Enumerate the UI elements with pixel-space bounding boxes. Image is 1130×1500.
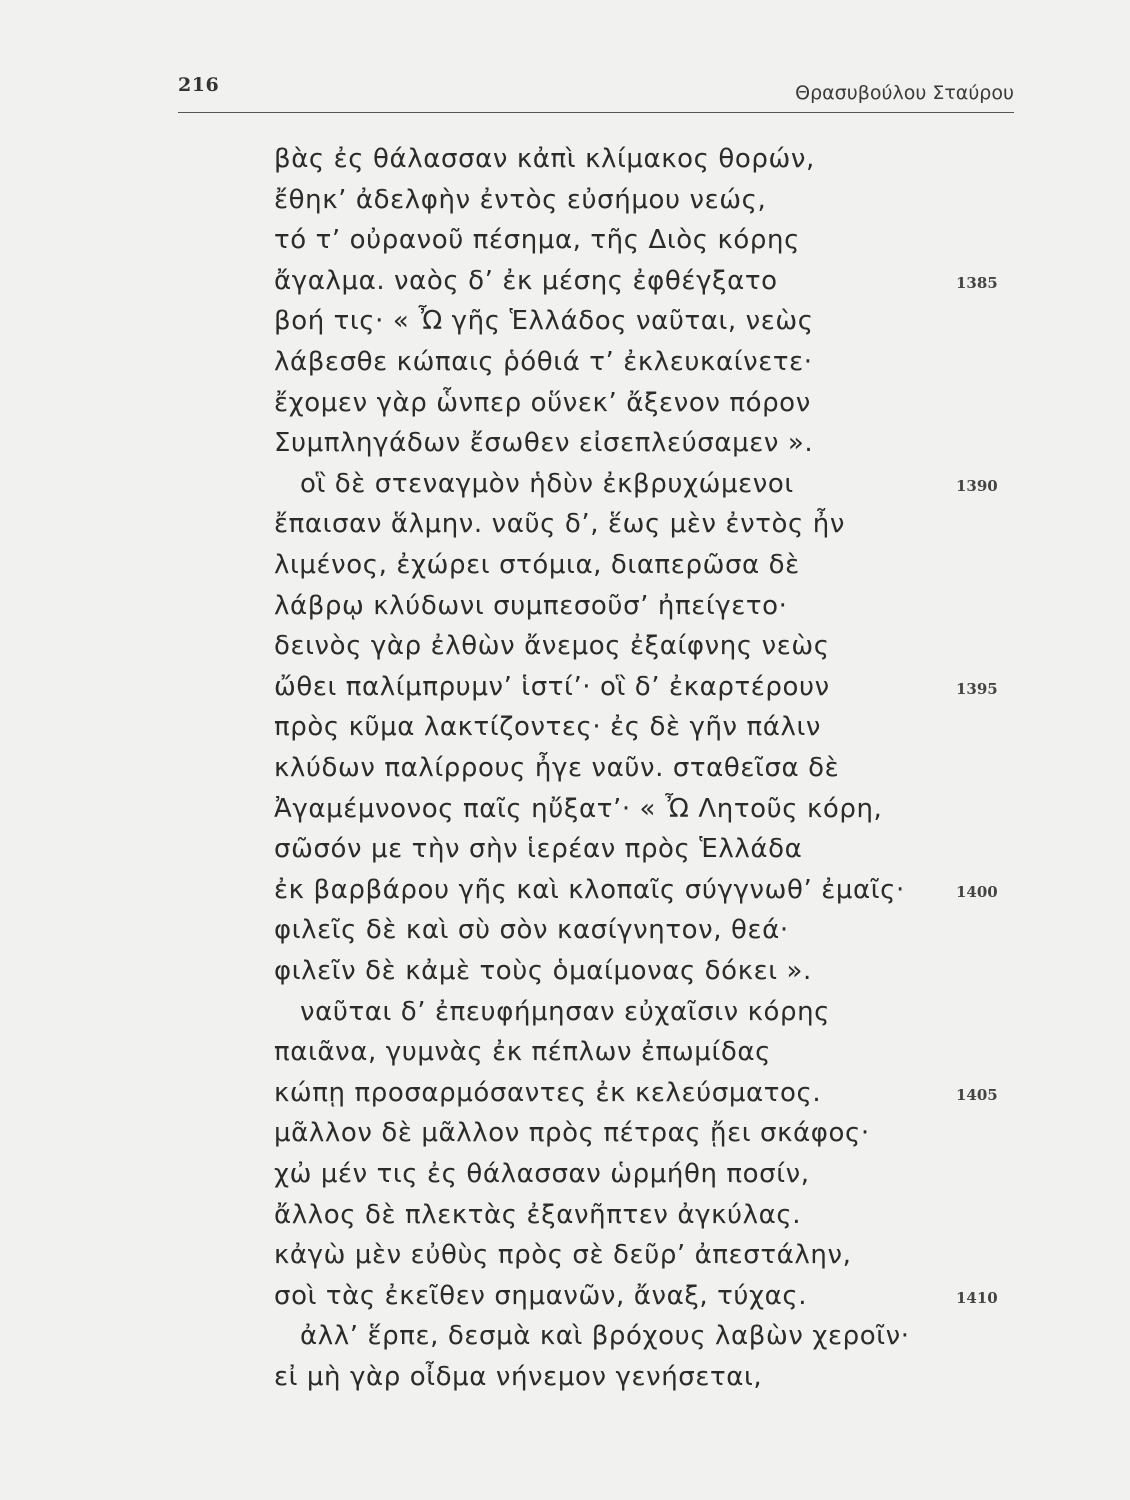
verse-text: εἰ μὴ γὰρ οἶδμα νήνεμον γενήσεται, [274, 1362, 763, 1392]
verse-text: βοή τις· « Ὦ γῆς Ἑλλάδος ναῦται, νεὼς [274, 306, 814, 337]
verse-text: πρὸς κῦμα λακτίζοντες· ἐς δὲ γῆν πάλιν [274, 712, 822, 743]
verse-line [0, 507, 1130, 551]
verse-text: Συμπληγάδων ἔσωθεν εἰσεπλεύσαμεν ». [274, 428, 814, 459]
verse-line [0, 345, 1130, 389]
verse-line [0, 670, 1130, 714]
verse-line [0, 913, 1130, 957]
verse-text: βὰς ἐς θάλασσαν κἀπὶ κλίμακος θορών, [274, 144, 815, 174]
verse-text: κλύδων παλίρρους ἦγε ναῦν. σταθεῖσα δὲ [274, 753, 840, 783]
verse-line [0, 873, 1130, 917]
verse-text: ἔπαισαν ἅλμην. ναῦς δ’, ἕως μὲν ἐντὸς ἦν [274, 509, 845, 540]
verse-text: ὤθει παλίμπρυμν’ ἱστί’· οἳ δ’ ἐκαρτέρουν [274, 671, 830, 702]
verse-line [0, 142, 1130, 186]
verse-text: Ἀγαμέμνονος παῖς ηὔξατ’· « Ὦ Λητοῦς κόρη, [274, 793, 883, 824]
line-number: 1400 [956, 882, 998, 901]
verse-text: λάβρῳ κλύδωνι συμπεσοῦσ’ ἠπείγετο· [274, 590, 788, 621]
verse-line [0, 1076, 1130, 1120]
verse-text: παιᾶνα, γυμνὰς ἐκ πέπλων ἐπωμίδας [274, 1037, 771, 1068]
verse-line [0, 386, 1130, 430]
verse-text: ναῦται δ’ ἐπευφήμησαν εὐχαῖσιν κόρης [300, 996, 831, 1027]
verse-text: χὠ μέν τις ἐς θάλασσαν ὡρμήθη ποσίν, [274, 1159, 810, 1189]
verse-line [0, 426, 1130, 470]
verse-line [0, 1319, 1130, 1363]
verse-text: ἐκ βαρβάρου γῆς καὶ κλοπαῖς σύγγνωθ’ ἐμαῖς· [274, 874, 905, 905]
verse-text: φιλεῖν δὲ κἀμὲ τοὺς ὁμαίμονας δόκει ». [274, 956, 812, 986]
verse-text: κἀγὼ μὲν εὐθὺς πρὸς σὲ δεῦρ’ ἀπεστάλην, [274, 1240, 852, 1271]
verse-line [0, 1157, 1130, 1201]
verse-line [0, 589, 1130, 633]
verse-line [0, 995, 1130, 1039]
verse-text: δεινὸς γὰρ ἐλθὼν ἄνεμος ἐξαίφνης νεὼς [274, 631, 830, 662]
verse-line [0, 223, 1130, 267]
header-rule [178, 112, 1014, 113]
verse-line [0, 1198, 1130, 1242]
verse-line [0, 1116, 1130, 1160]
verse-text: τό τ’ οὐρανοῦ πέσημα, τῆς Διὸς κόρης [274, 225, 800, 256]
verse-line [0, 792, 1130, 836]
running-head: Θρασυβούλου Σταύρου [795, 82, 1014, 104]
verse-text: φιλεῖς δὲ καὶ σὺ σὸν κασίγνητον, θεά· [274, 915, 789, 946]
verse-text: ἔχομεν γὰρ ὧνπερ οὕνεκ’ ἄξενον πόρον [274, 387, 811, 418]
verse-line [0, 304, 1130, 348]
verse-text: λιμένος, ἐχώρει στόμια, διαπερῶσα δὲ [274, 550, 800, 580]
verse-text: λάβεσθε κώπαις ῥόθιά τ’ ἐκλευκαίνετε· [274, 347, 813, 377]
verse-text: σῶσόν με τὴν σὴν ἱερέαν πρὸς Ἑλλάδα [274, 834, 803, 865]
verse-line [0, 1035, 1130, 1079]
verse-line [0, 751, 1130, 795]
verse-text: ἄλλος δὲ πλεκτὰς ἐξανῆπτεν ἀγκύλας. [274, 1199, 802, 1230]
verse-text: ἄγαλμα. ναὸς δ’ ἐκ μέσης ἐφθέγξατο [274, 265, 778, 296]
verse-line [0, 467, 1130, 511]
verse-text: κώπῃ προσαρμόσαντες ἐκ κελεύσματος. [274, 1077, 822, 1108]
verse-text: ἔθηκ’ ἀδελφὴν ἐντὸς εὐσήμου νεώς, [274, 184, 767, 215]
page-number: 216 [178, 74, 220, 96]
verse-line [0, 954, 1130, 998]
line-number: 1395 [956, 679, 998, 698]
verse-line [0, 548, 1130, 592]
page-header [178, 72, 1014, 116]
line-number: 1385 [956, 273, 998, 292]
verse-text: μᾶλλον δὲ μᾶλλον πρὸς πέτρας ᾔει σκάφος· [274, 1118, 870, 1149]
verse-line [0, 264, 1130, 308]
verse-text: οἳ δὲ στεναγμὸν ἡδὺν ἐκβρυχώμενοι [300, 468, 794, 499]
verse-text: ἀλλ’ ἕρπε, δεσμὰ καὶ βρόχους λαβὼν χεροῖν· [300, 1321, 910, 1352]
verse-line [0, 710, 1130, 754]
verse-text: σοὶ τὰς ἐκεῖθεν σημανῶν, ἄναξ, τύχας. [274, 1280, 808, 1311]
line-number: 1390 [956, 476, 998, 495]
verse-line [0, 1238, 1130, 1282]
verse-line [0, 629, 1130, 673]
line-number: 1405 [956, 1085, 998, 1104]
line-number: 1410 [956, 1288, 998, 1307]
verse-line [0, 183, 1130, 227]
verse-line [0, 832, 1130, 876]
verse-line [0, 1360, 1130, 1404]
verse-line [0, 1279, 1130, 1323]
